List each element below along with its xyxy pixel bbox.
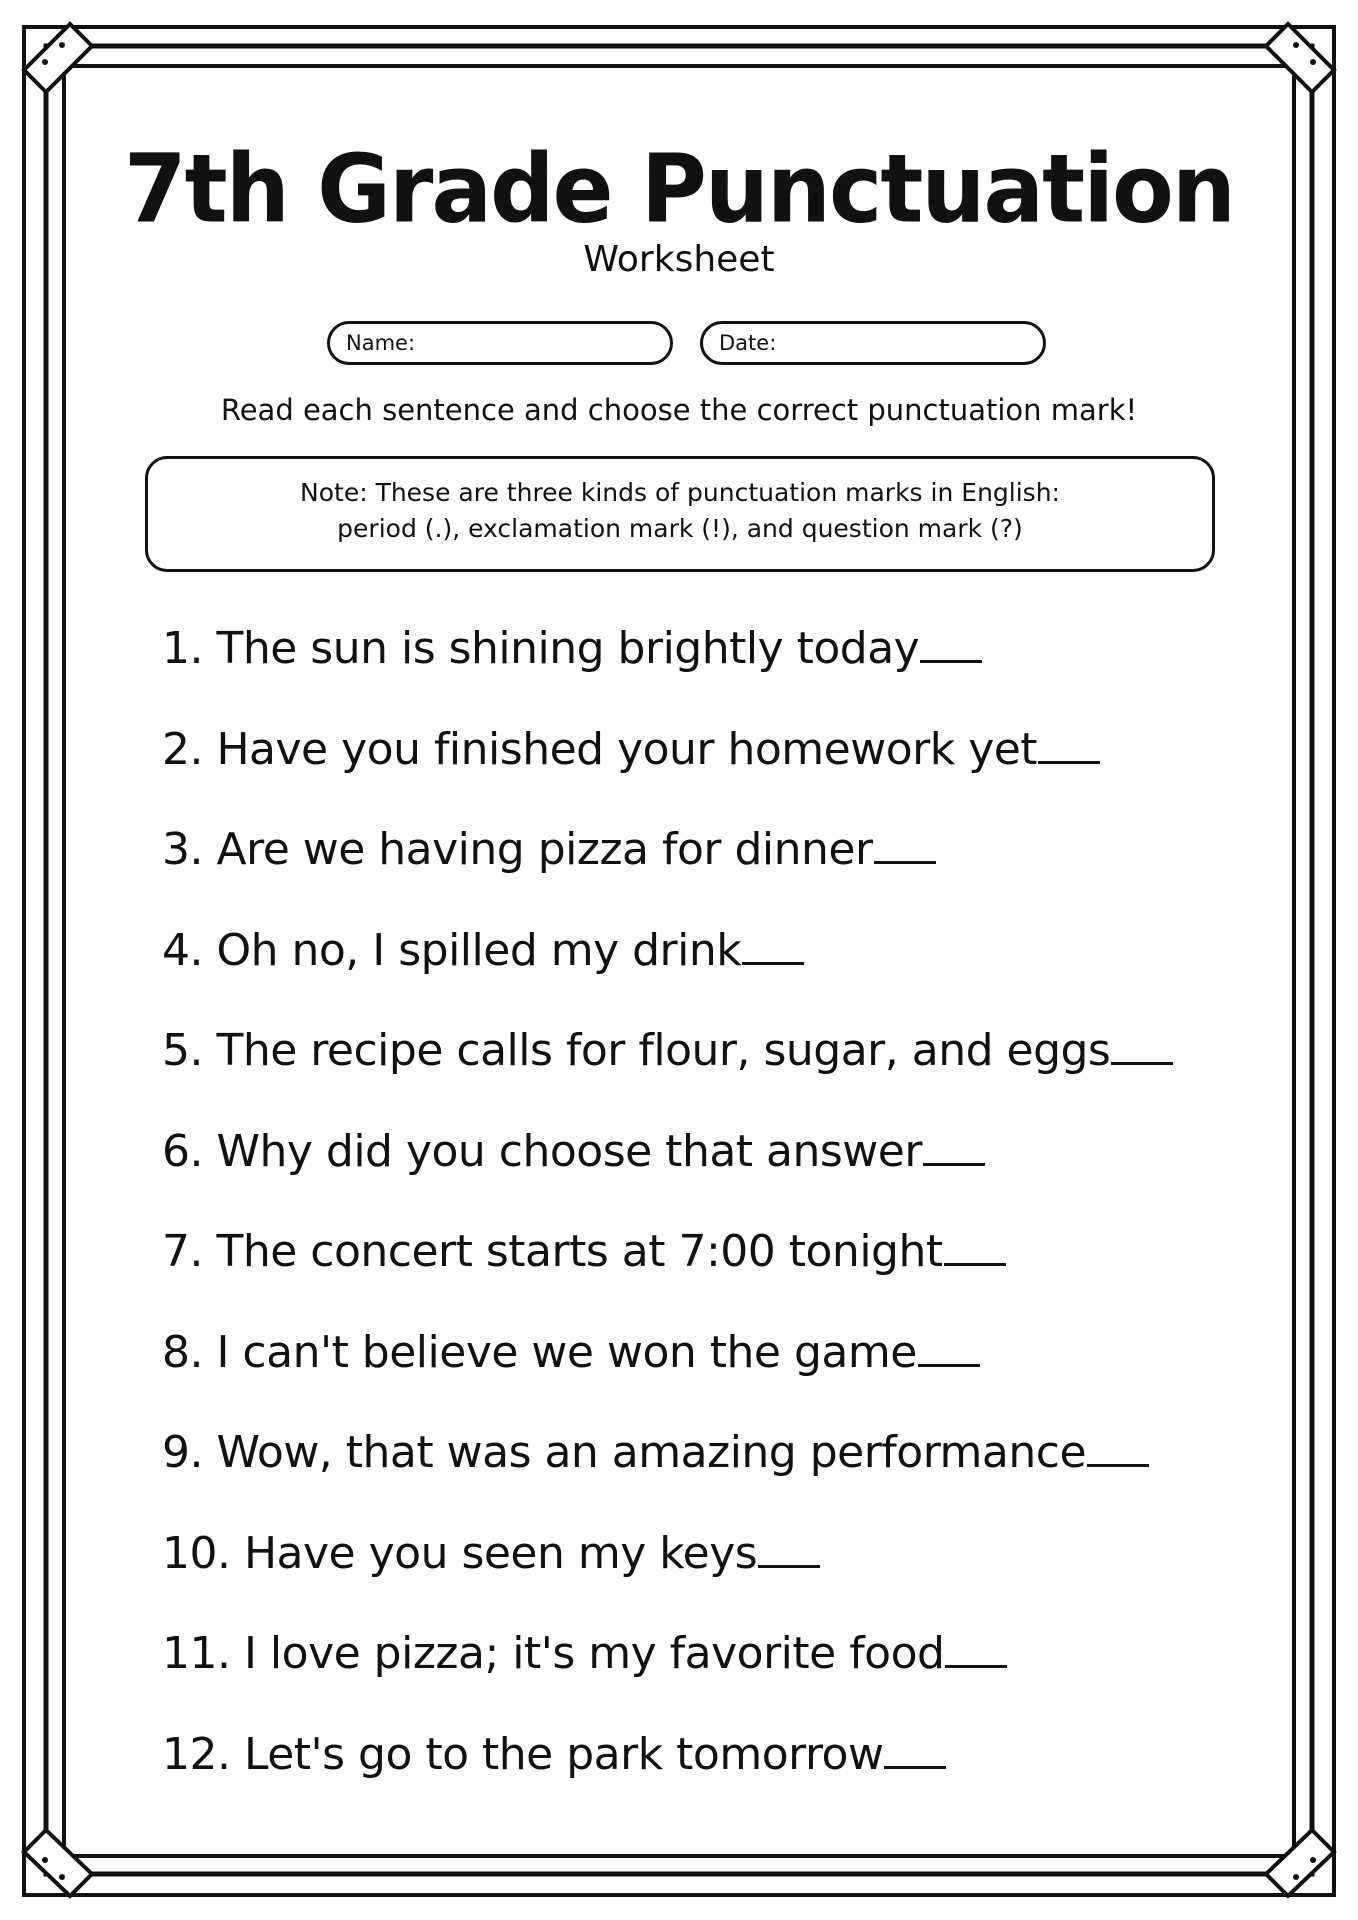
answer-blank[interactable] — [874, 821, 936, 864]
question-text: 4. Oh no, I spilled my drink — [162, 924, 742, 976]
answer-blank[interactable] — [1111, 1022, 1173, 1065]
answer-blank[interactable] — [920, 620, 982, 663]
question-text: 7. The concert starts at 7:00 tonight — [162, 1226, 943, 1277]
answer-blank[interactable] — [758, 1525, 820, 1568]
note-line: Note: These are three kinds of punctuation marks in English: — [300, 478, 1060, 507]
answer-blank[interactable] — [884, 1726, 946, 1769]
date-label: Date: — [719, 331, 777, 355]
question-text: 6. Why did you choose that answer — [162, 1125, 922, 1177]
answer-blank[interactable] — [923, 1123, 985, 1166]
question-text: 10. Have you seen my keys — [162, 1527, 758, 1579]
answer-blank[interactable] — [918, 1324, 980, 1367]
question-item — [162, 1525, 1222, 1626]
question-item — [162, 1223, 1222, 1324]
question-list — [162, 620, 1222, 1826]
date-field[interactable] — [700, 321, 1046, 365]
answer-blank[interactable] — [1038, 721, 1100, 764]
instruction-text: Read each sentence and choose the correct punctuation mark! — [220, 393, 1138, 427]
question-text: 1. The sun is shining brightly today — [162, 623, 920, 674]
question-text: 8. I can't believe we won the game — [162, 1326, 917, 1378]
question-item — [162, 1625, 1222, 1726]
question-text: 9. Wow, that was an amazing performance — [162, 1427, 1087, 1478]
page-subtitle: Worksheet — [583, 239, 775, 280]
page-title: 7th Grade Punctuation — [124, 134, 1234, 245]
question-text: 3. Are we having pizza for dinner — [162, 824, 873, 875]
question-item — [162, 1726, 1222, 1827]
answer-blank[interactable] — [944, 1223, 1006, 1266]
name-field[interactable] — [327, 321, 673, 365]
question-item — [162, 1324, 1222, 1425]
answer-blank[interactable] — [742, 922, 804, 965]
note-box — [145, 456, 1215, 572]
question-item — [162, 721, 1222, 822]
name-label: Name: — [346, 331, 416, 355]
question-item — [162, 1424, 1222, 1525]
note-line: period (.), exclamation mark (!), and question mark (?) — [337, 514, 1023, 543]
question-item — [162, 1022, 1222, 1123]
question-item — [162, 922, 1222, 1023]
answer-blank[interactable] — [945, 1625, 1007, 1668]
question-text: 2. Have you finished your homework yet — [162, 723, 1038, 775]
question-item — [162, 821, 1222, 922]
question-item — [162, 1123, 1222, 1224]
question-text: 12. Let's go to the park tomorrow — [162, 1728, 884, 1780]
question-text: 5. The recipe calls for flour, sugar, and eggs — [162, 1025, 1111, 1076]
question-item — [162, 620, 1222, 721]
question-text: 11. I love pizza; it's my favorite food — [162, 1628, 945, 1679]
answer-blank[interactable] — [1087, 1424, 1149, 1467]
